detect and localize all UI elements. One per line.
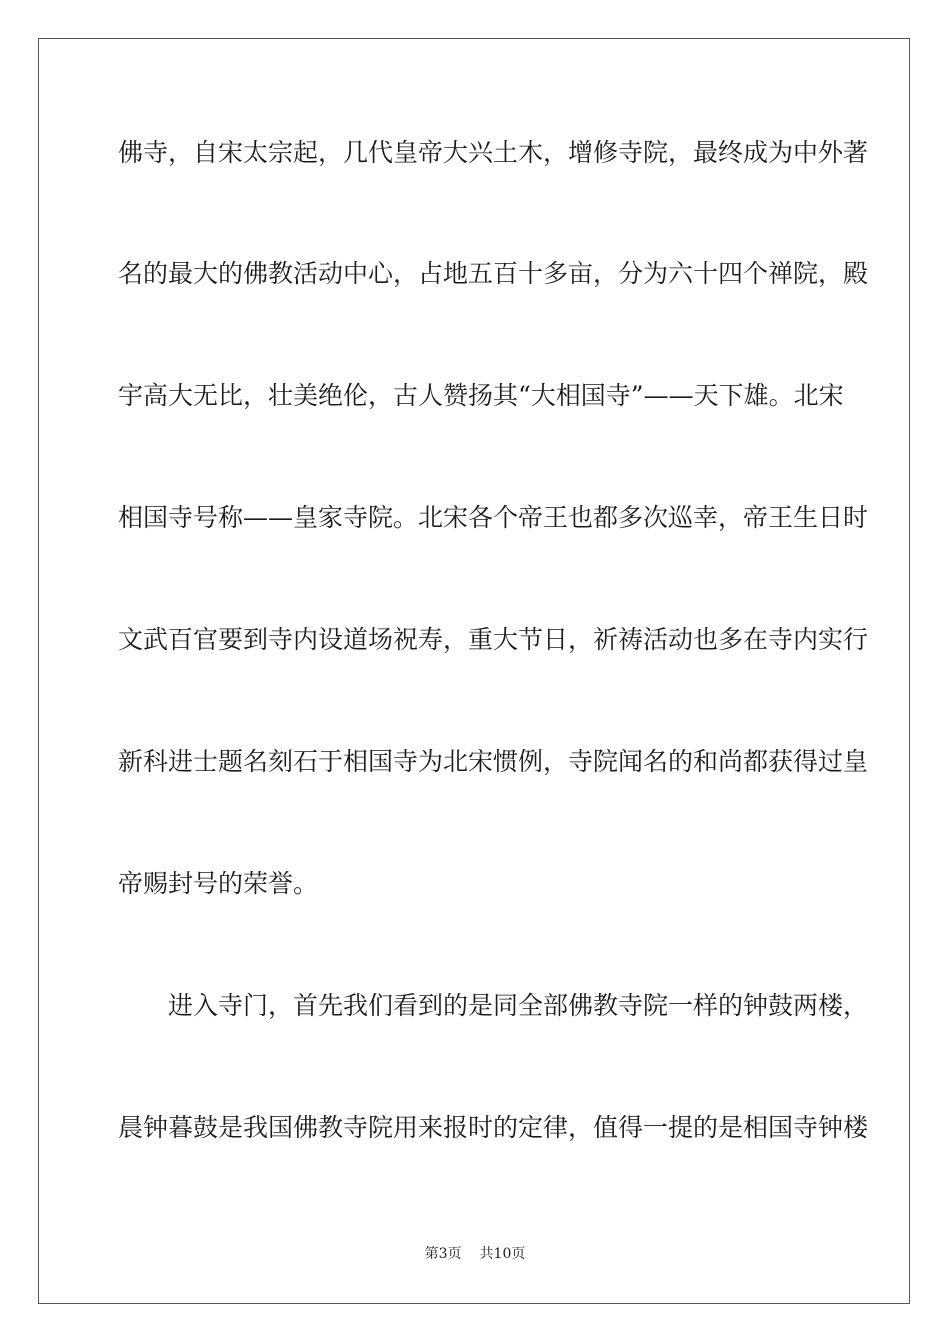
page-total: 共10页 — [479, 1246, 526, 1262]
page-number: 第3页 — [424, 1246, 462, 1262]
body-line-6: 新科进士题名刻石于相国寺为北宋惯例，寺院闻名的和尚都获得过皇 — [118, 747, 869, 776]
page-footer — [0, 1245, 950, 1263]
body-line-3: 宇高大无比，壮美绝伦，古人赞扬其“大相国寺”——天下雄。北宋 — [118, 381, 844, 410]
body-line-5: 文武百官要到寺内设道场祝寿，重大节日，祈祷活动也多在寺内实行 — [118, 625, 869, 654]
body-line-2: 名的最大的佛教活动中心，占地五百十多亩，分为六十四个禅院，殿 — [118, 259, 869, 288]
body-line-1: 佛寺，自宋太宗起，几代皇帝大兴土木，增修寺院，最终成为中外著 — [118, 138, 869, 167]
paragraph-start-line: 进入寺门，首先我们看到的是同全部佛教寺院一样的钟鼓两楼， — [168, 991, 869, 1020]
body-line-7: 帝赐封号的荣誉。 — [118, 869, 319, 898]
body-line-4: 相国寺号称——皇家寺院。北宋各个帝王也都多次巡幸，帝王生日时 — [118, 503, 869, 532]
body-line-9: 晨钟暮鼓是我国佛教寺院用来报时的定律，值得一提的是相国寺钟楼 — [118, 1113, 869, 1142]
